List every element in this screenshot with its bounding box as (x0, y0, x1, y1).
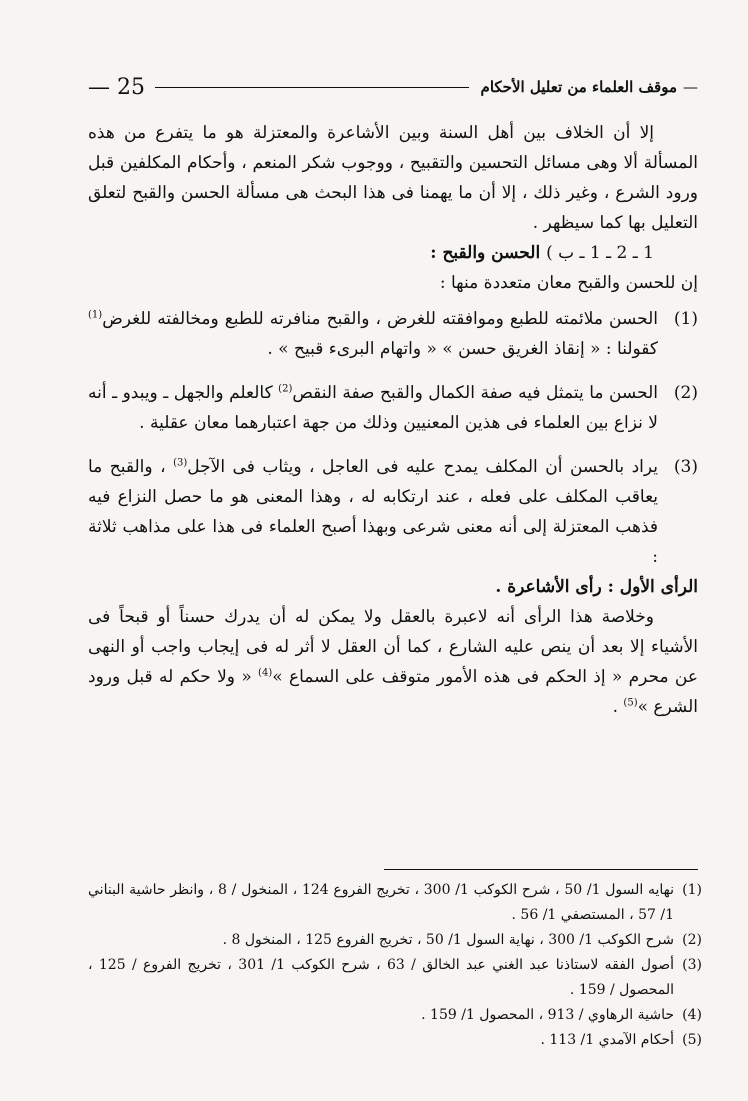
footnote (88, 878, 702, 928)
header-rule (155, 87, 469, 88)
item-marker: (3) (673, 457, 698, 477)
item-text (88, 304, 658, 364)
list-item (88, 452, 698, 572)
footnote-ref: (2) (278, 383, 293, 395)
footnotes (88, 878, 702, 1053)
item-text (88, 452, 658, 572)
footnote-marker: (3) (682, 957, 702, 973)
footnote-marker: (1) (682, 882, 702, 898)
footnote-separator (384, 869, 698, 870)
intro-paragraph: إلا أن الخلاف بين أهل السنة وبين الأشاعرة والمعتزلة هو ما يتفرع من هذه المسألة ألا وهى مسائل التحسين والتقبيح ، ووجوب شكر المنعم ، وأحكام المكلفين قبل ورود الشرع ، وغير ذلك ، إلا أن ما يهمنا فى هذا البحث هى مسألة الحسن والقبح لتعلق التعليل بها كما سيظهر . (88, 123, 698, 233)
footnote-ref: (4) (258, 667, 273, 679)
meanings-intro: إن للحسن والقبح معان متعددة منها : (439, 273, 698, 293)
paragraph-part: وخلاصة هذا الرأى أنه لاعبرة بالعقل ولا يمكن له أن يدرك حسناً أو قبحاً فى الأشياء إلا بعد أن ينص عليه الشارع ، كما أن العقل لا أثر له فى إيجاب واجب أو النهى عن محرم « إذ الحكم فى هذه الأمور متوقف على السماع » (88, 607, 698, 687)
footnote (88, 1003, 702, 1028)
footnote-marker: (5) (682, 1032, 702, 1048)
footnote (88, 1028, 702, 1053)
item-text-part: ، والقبح ما يعاقب المكلف على فعله ، عند ارتكابه له ، وهذا المعنى هو ما حصل النزاع فيه فذهب المعتزلة إلى أنه معنى شرعى وبهذا أصبح العلماء فى هذا على مذاهب ثلاثة : (88, 457, 658, 567)
footnote (88, 953, 702, 1003)
footnote (88, 928, 702, 953)
running-header (88, 74, 698, 100)
section-heading (88, 238, 698, 268)
main-text (88, 118, 698, 722)
section-title: الحسن والقبح : (430, 243, 541, 263)
list-item (88, 304, 698, 364)
item-marker: (1) (673, 309, 698, 329)
item-text-part: الحسن ما يتمثل فيه صفة الكمال والقبح صفة النقص (292, 383, 658, 403)
footnote-text: أصول الفقه لاستاذنا عبد الغني عبد الخالق / 63 ، شرح الكوكب 1/ 301 ، تخريج الفروع / 125 ، المحصول / 159 . (88, 957, 675, 998)
page-number: 25 — (88, 74, 145, 100)
opinion-heading: الرأى الأول : رأى الأشاعرة . (495, 577, 698, 597)
item-text-part: كالعلم والجهل ـ ويبدو ـ أنه لا نزاع بين العلماء فى هذين المعنيين وذلك من جهة اعتبارهما معان عقلية . (88, 383, 658, 433)
section-number: 1 ـ 2 ـ 1 ـ ب ) (546, 243, 654, 263)
footnote-text: نهايه السول 1/ 50 ، شرح الكوكب 1/ 300 ، تخريج الفروع 124 ، المنخول / 8 ، وانظر حاشية البناني 1/ 57 ، المستصفي 1/ 56 . (88, 882, 675, 923)
item-text (88, 378, 658, 438)
list-item (88, 378, 698, 438)
footnote-ref: (3) (173, 457, 188, 469)
running-title: موقف العلماء من تعليل الأحكام (480, 78, 677, 96)
footnote-text: حاشية الرهاوي / 913 ، المحصول 1/ 159 . (421, 1007, 674, 1023)
footnote-text: أحكام الآمدي 1/ 113 . (540, 1032, 674, 1048)
footnote-marker: (2) (682, 932, 702, 948)
header-dash: — (683, 78, 698, 96)
footnote-ref: (5) (623, 697, 638, 709)
opinion-paragraph (88, 602, 698, 722)
footnote-text: شرح الكوكب 1/ 300 ، نهاية السول 1/ 50 ، تخريج الفروع 125 ، المنخول 8 . (222, 932, 674, 948)
footnote-ref: (1) (88, 309, 103, 321)
item-text-part: كقولنا : « إنقاذ الغريق حسن » « واتهام البرىء قبيح » . (267, 339, 658, 359)
item-text-part: يراد بالحسن أن المكلف يمدح عليه فى العاجل ، ويثاب فى الآجل (187, 457, 659, 477)
footnote-marker: (4) (682, 1007, 702, 1023)
paragraph-part: . (612, 697, 624, 717)
item-marker: (2) (673, 383, 698, 403)
paragraph-part: « ولا حكم له قبل ورود الشرع » (88, 667, 698, 717)
item-text-part: الحسن ملائمته للطبع وموافقته للغرض ، والقبح منافرته للطبع ومخالفته للغرض (102, 309, 658, 329)
